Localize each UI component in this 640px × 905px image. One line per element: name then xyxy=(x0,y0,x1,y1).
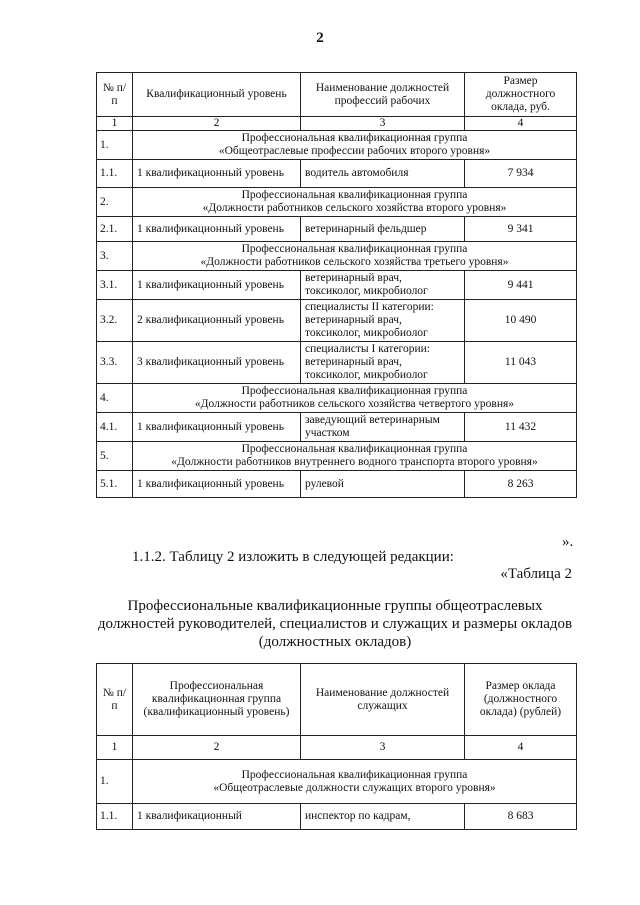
document-title-line: (должностных окладов) xyxy=(258,634,412,650)
group-title-line: «Должности работников внутреннего водного транспорта второго уровня» xyxy=(171,456,538,468)
position-name: заведующий ветеринарным участком xyxy=(301,413,465,442)
document-title xyxy=(80,597,590,651)
table-row xyxy=(97,217,577,242)
group-title-line: «Должности работников сельского хозяйства третьего уровня» xyxy=(200,256,509,268)
page-number: 2 xyxy=(316,30,324,46)
group-row xyxy=(97,384,577,413)
row-number: 2.1. xyxy=(97,217,133,242)
instruction-text: 1.1.2. Таблицу 2 изложить в следующей редакции: xyxy=(132,549,454,565)
salary-amount: 11 043 xyxy=(465,342,577,384)
salary-amount: 9 341 xyxy=(465,217,577,242)
row-number: 1. xyxy=(97,760,133,804)
row-number: 4.1. xyxy=(97,413,133,442)
column-number: 2 xyxy=(133,736,301,760)
header-salary: Размер оклада (должностного оклада) (рублей) xyxy=(465,664,577,736)
position-name: ветеринарный врач, токсиколог, микробиолог xyxy=(301,271,465,300)
group-title-line: Профессиональная квалификационная группа xyxy=(241,443,468,455)
header-number: № п/п xyxy=(97,664,133,736)
column-number: 1 xyxy=(97,736,133,760)
qualification-level: 1 квалификационный уровень xyxy=(133,413,301,442)
table-header-row xyxy=(97,73,577,117)
table-row xyxy=(97,471,577,498)
salary-amount: 11 432 xyxy=(465,413,577,442)
group-title-line: Профессиональная квалификационная группа xyxy=(241,132,468,144)
table-row xyxy=(97,413,577,442)
header-level: Квалификационный уровень xyxy=(133,73,301,117)
salary-table-employees xyxy=(96,663,577,830)
column-number: 2 xyxy=(133,117,301,131)
group-title-line: «Общеотраслевые профессии рабочих второго уровня» xyxy=(218,145,491,157)
table-row xyxy=(97,342,577,384)
group-title xyxy=(133,131,577,160)
row-number: 1.1. xyxy=(97,160,133,188)
table-row xyxy=(97,300,577,342)
group-title xyxy=(133,442,577,471)
group-title-line: «Общеотраслевые должности служащих второго уровня» xyxy=(213,781,496,794)
row-number: 5. xyxy=(97,442,133,471)
table-row xyxy=(97,160,577,188)
salary-amount: 7 934 xyxy=(465,160,577,188)
position-name: специалисты I категории: ветеринарный врач, токсиколог, микробиолог xyxy=(301,342,465,384)
position-name: инспектор по кадрам, xyxy=(301,804,465,830)
group-row xyxy=(97,442,577,471)
row-number: 3.2. xyxy=(97,300,133,342)
salary-amount: 9 441 xyxy=(465,271,577,300)
row-number: 1.1. xyxy=(97,804,133,830)
group-title xyxy=(133,760,577,804)
group-row xyxy=(97,760,577,804)
group-title-line: «Должности работников сельского хозяйства второго уровня» xyxy=(202,202,507,214)
closing-quote: ». xyxy=(562,534,574,550)
qualification-level: 3 квалификационный уровень xyxy=(133,342,301,384)
group-row xyxy=(97,188,577,217)
qualification-level: 1 квалификационный уровень xyxy=(133,471,301,498)
qualification-level: 2 квалификационный уровень xyxy=(133,300,301,342)
group-title-line: Профессиональная квалификационная группа xyxy=(241,189,468,201)
group-title-line: Профессиональная квалификационная группа xyxy=(241,243,468,255)
qualification-level: 1 квалификационный xyxy=(133,804,301,830)
group-title xyxy=(133,242,577,271)
row-number: 4. xyxy=(97,384,133,413)
row-number: 5.1. xyxy=(97,471,133,498)
group-title-line: Профессиональная квалификационная группа xyxy=(241,768,468,781)
table-row xyxy=(97,271,577,300)
position-name: водитель автомобиля xyxy=(301,160,465,188)
salary-table-workers xyxy=(96,72,577,498)
group-title xyxy=(133,384,577,413)
group-title-line: «Должности работников сельского хозяйства четвертого уровня» xyxy=(194,398,515,410)
salary-amount: 8 263 xyxy=(465,471,577,498)
group-row xyxy=(97,131,577,160)
group-title-line: Профессиональная квалификационная группа xyxy=(241,385,468,397)
position-name: рулевой xyxy=(301,471,465,498)
document-title-line: Профессиональные квалификационные группы общеотраслевых xyxy=(127,598,543,614)
group-row xyxy=(97,242,577,271)
header-position: Наименование должностей профессий рабочих xyxy=(301,73,465,117)
salary-amount: 10 490 xyxy=(465,300,577,342)
column-number-row xyxy=(97,117,577,131)
position-name: специалисты II категории: ветеринарный врач, токсиколог, микробиолог xyxy=(301,300,465,342)
row-number: 3. xyxy=(97,242,133,271)
qualification-level: 1 квалификационный уровень xyxy=(133,271,301,300)
qualification-level: 1 квалификационный уровень xyxy=(133,160,301,188)
row-number: 2. xyxy=(97,188,133,217)
column-number: 3 xyxy=(301,117,465,131)
header-number: № п/п xyxy=(97,73,133,117)
row-number: 3.3. xyxy=(97,342,133,384)
header-position: Наименование должностей служащих xyxy=(301,664,465,736)
table-row xyxy=(97,804,577,830)
position-name: ветеринарный фельдшер xyxy=(301,217,465,242)
header-salary: Размер должностного оклада, руб. xyxy=(465,73,577,117)
qualification-level: 1 квалификационный уровень xyxy=(133,217,301,242)
column-number: 1 xyxy=(97,117,133,131)
header-group-level: Профессиональная квалификационная группа (квалификационный уровень) xyxy=(133,664,301,736)
group-title xyxy=(133,188,577,217)
table-header-row xyxy=(97,664,577,736)
column-number-row xyxy=(97,736,577,760)
table-label: «Таблица 2 xyxy=(500,566,572,582)
column-number: 3 xyxy=(301,736,465,760)
column-number: 4 xyxy=(465,736,577,760)
document-title-line: должностей руководителей, специалистов и служащих и размеры окладов xyxy=(97,616,573,632)
row-number: 3.1. xyxy=(97,271,133,300)
row-number: 1. xyxy=(97,131,133,160)
salary-amount: 8 683 xyxy=(465,804,577,830)
column-number: 4 xyxy=(465,117,577,131)
